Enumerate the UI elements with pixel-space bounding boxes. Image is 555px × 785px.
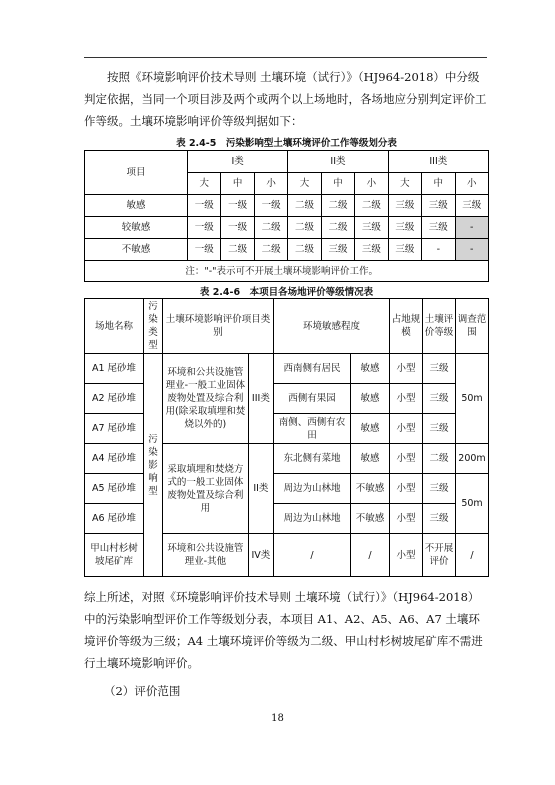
- size-header: 小: [355, 173, 388, 195]
- grade-cell: 一级: [221, 217, 254, 239]
- grade-cell: 三级: [388, 239, 421, 261]
- grade-cell: 二级: [288, 239, 321, 261]
- header-category: 土壤环境影响评价项目类别: [163, 299, 274, 354]
- scale: 小型: [390, 354, 423, 384]
- scale: 小型: [390, 504, 423, 534]
- page-number: 18: [271, 713, 284, 724]
- scale: 小型: [390, 474, 423, 504]
- header-sensitivity: 环境敏感程度: [274, 299, 390, 354]
- summary-paragraph: 综上所述，对照《环境影响评价技术导则 土壤环境（试行）》（HJ964-2018）中的污染影响型评价工作等级划分表，本项目 A1、A2、A5、A6、A7 土壤环境评价等级为三级；A4 土壤环境评价等级为二级、甲山村杉树坡尾矿库不需进行土壤环境影响评价。: [84, 590, 483, 670]
- grade: 不开展评价: [423, 534, 456, 577]
- row-label: 较敏感: [85, 217, 188, 239]
- grade-cell: 一级: [221, 195, 254, 217]
- grade: 二级: [423, 444, 456, 474]
- grade-cell: 三级: [321, 239, 354, 261]
- grade-cell: 二级: [321, 217, 354, 239]
- class-header: II类: [288, 151, 388, 173]
- site-name: A4 尾砂堆: [85, 444, 144, 474]
- table2-caption: 表 2.4-6 本项目各场地评价等级情况表: [199, 287, 374, 298]
- size-header: 小: [254, 173, 287, 195]
- size-header: 小: [455, 173, 489, 195]
- category-class: II类: [248, 444, 273, 534]
- grade-cell: 二级: [355, 195, 388, 217]
- header-range: 调查范围: [456, 299, 489, 354]
- env-description: 西南侧有居民: [274, 354, 351, 384]
- survey-range: 200m: [456, 444, 489, 474]
- header-grade: 土壤评价等级: [423, 299, 456, 354]
- category-text: 环境和公共设施管理业-其他: [163, 534, 249, 577]
- grade-cell: 三级: [422, 217, 455, 239]
- row-label: 不敏感: [85, 239, 188, 261]
- table1-caption: 表 2.4-5 污染影响型土壤环境评价工作等级划分表: [176, 138, 397, 149]
- grade-cell: 二级: [254, 217, 287, 239]
- grade-cell: 三级: [422, 195, 455, 217]
- grade-cell: 二级: [221, 239, 254, 261]
- header-item: 项目: [85, 151, 188, 195]
- category-class: III类: [248, 354, 273, 444]
- row-label: 敏感: [85, 195, 188, 217]
- grade: 三级: [423, 354, 456, 384]
- category-text: 采取填埋和焚烧方式的一般工业固体废物处置及综合利用: [163, 444, 249, 534]
- grade-cell: 三级: [355, 239, 388, 261]
- size-header: 大: [388, 173, 421, 195]
- site-name: 甲山村杉树坡尾矿库: [85, 534, 144, 577]
- size-header: 大: [288, 173, 321, 195]
- scale: 小型: [390, 414, 423, 444]
- site-name: A2 尾砂堆: [85, 384, 144, 414]
- grade-cell: 二级: [288, 195, 321, 217]
- sensitivity: 敏感: [351, 444, 390, 474]
- env-description: 西侧有果园: [274, 384, 351, 414]
- grade-cell: 二级: [288, 217, 321, 239]
- survey-range: 50m: [456, 354, 489, 444]
- site-name: A5 尾砂堆: [85, 474, 144, 504]
- header-type: 污染类型: [144, 299, 163, 354]
- table-row: [85, 239, 489, 261]
- table-row: [85, 217, 489, 239]
- grade-cell: 二级: [321, 195, 354, 217]
- sensitivity: 敏感: [351, 384, 390, 414]
- site-name: A6 尾砂堆: [85, 504, 144, 534]
- grade-cell: 一级: [188, 195, 221, 217]
- grade: 三级: [423, 384, 456, 414]
- grade-cell: 三级: [455, 195, 489, 217]
- section-heading: （2）评价范围: [104, 684, 181, 698]
- class-header: I类: [188, 151, 288, 173]
- header-rule: [84, 57, 487, 58]
- sensitivity: /: [351, 534, 390, 577]
- intro-paragraph: 按照《环境影响评价技术导则 土壤环境（试行）》（HJ964-2018）中分级判定依据，当同一个项目涉及两个或两个以上场地时，各场地应分别判定评价工作等级。土壤环境影响评价等级判据如下：: [84, 70, 487, 128]
- site-grade-table: [84, 298, 489, 577]
- grade-cell: 一级: [254, 195, 287, 217]
- grade-cell: 三级: [388, 217, 421, 239]
- table-note: 注："-"表示可不开展土壤环境影响评价工作。: [85, 261, 489, 282]
- sensitivity: 敏感: [351, 354, 390, 384]
- grade-cell: 一级: [188, 239, 221, 261]
- size-header: 中: [221, 173, 254, 195]
- env-description: 周边为山林地: [274, 504, 351, 534]
- site-name: A7 尾砂堆: [85, 414, 144, 444]
- scale: 小型: [390, 534, 423, 577]
- category-class: IV类: [248, 534, 273, 577]
- grade-classification-table: [84, 150, 489, 282]
- grade-cell: 三级: [388, 195, 421, 217]
- env-description: 南侧、西侧有农田: [274, 414, 351, 444]
- grade-cell: -: [455, 217, 489, 239]
- grade: 三级: [423, 474, 456, 504]
- sensitivity: 敏感: [351, 414, 390, 444]
- size-header: 大: [188, 173, 221, 195]
- grade-cell: 一级: [188, 217, 221, 239]
- grade: 三级: [423, 414, 456, 444]
- class-header: III类: [388, 151, 488, 173]
- grade-cell: 二级: [254, 239, 287, 261]
- survey-range: 50m: [456, 474, 489, 534]
- scale: 小型: [390, 444, 423, 474]
- grade-cell: -: [455, 239, 489, 261]
- grade-cell: -: [422, 239, 455, 261]
- sensitivity: 不敏感: [351, 504, 390, 534]
- category-text: 环境和公共设施管理业-一般工业固体废物处置及综合利用(除采取填埋和焚烧以外的): [163, 354, 249, 444]
- env-description: 周边为山林地: [274, 474, 351, 504]
- scale: 小型: [390, 384, 423, 414]
- header-scale: 占地规模: [390, 299, 423, 354]
- header-site: 场地名称: [85, 299, 144, 354]
- site-name: A1 尾砂堆: [85, 354, 144, 384]
- sensitivity: 不敏感: [351, 474, 390, 504]
- grade-cell: 三级: [355, 217, 388, 239]
- env-description: 东北侧有菜地: [274, 444, 351, 474]
- grade: 三级: [423, 504, 456, 534]
- table-row: [85, 354, 489, 384]
- survey-range: /: [456, 534, 489, 577]
- env-description: /: [274, 534, 351, 577]
- pollution-type: 污染影响型: [144, 354, 163, 577]
- size-header: 中: [321, 173, 354, 195]
- table-row: [85, 195, 489, 217]
- size-header: 中: [422, 173, 455, 195]
